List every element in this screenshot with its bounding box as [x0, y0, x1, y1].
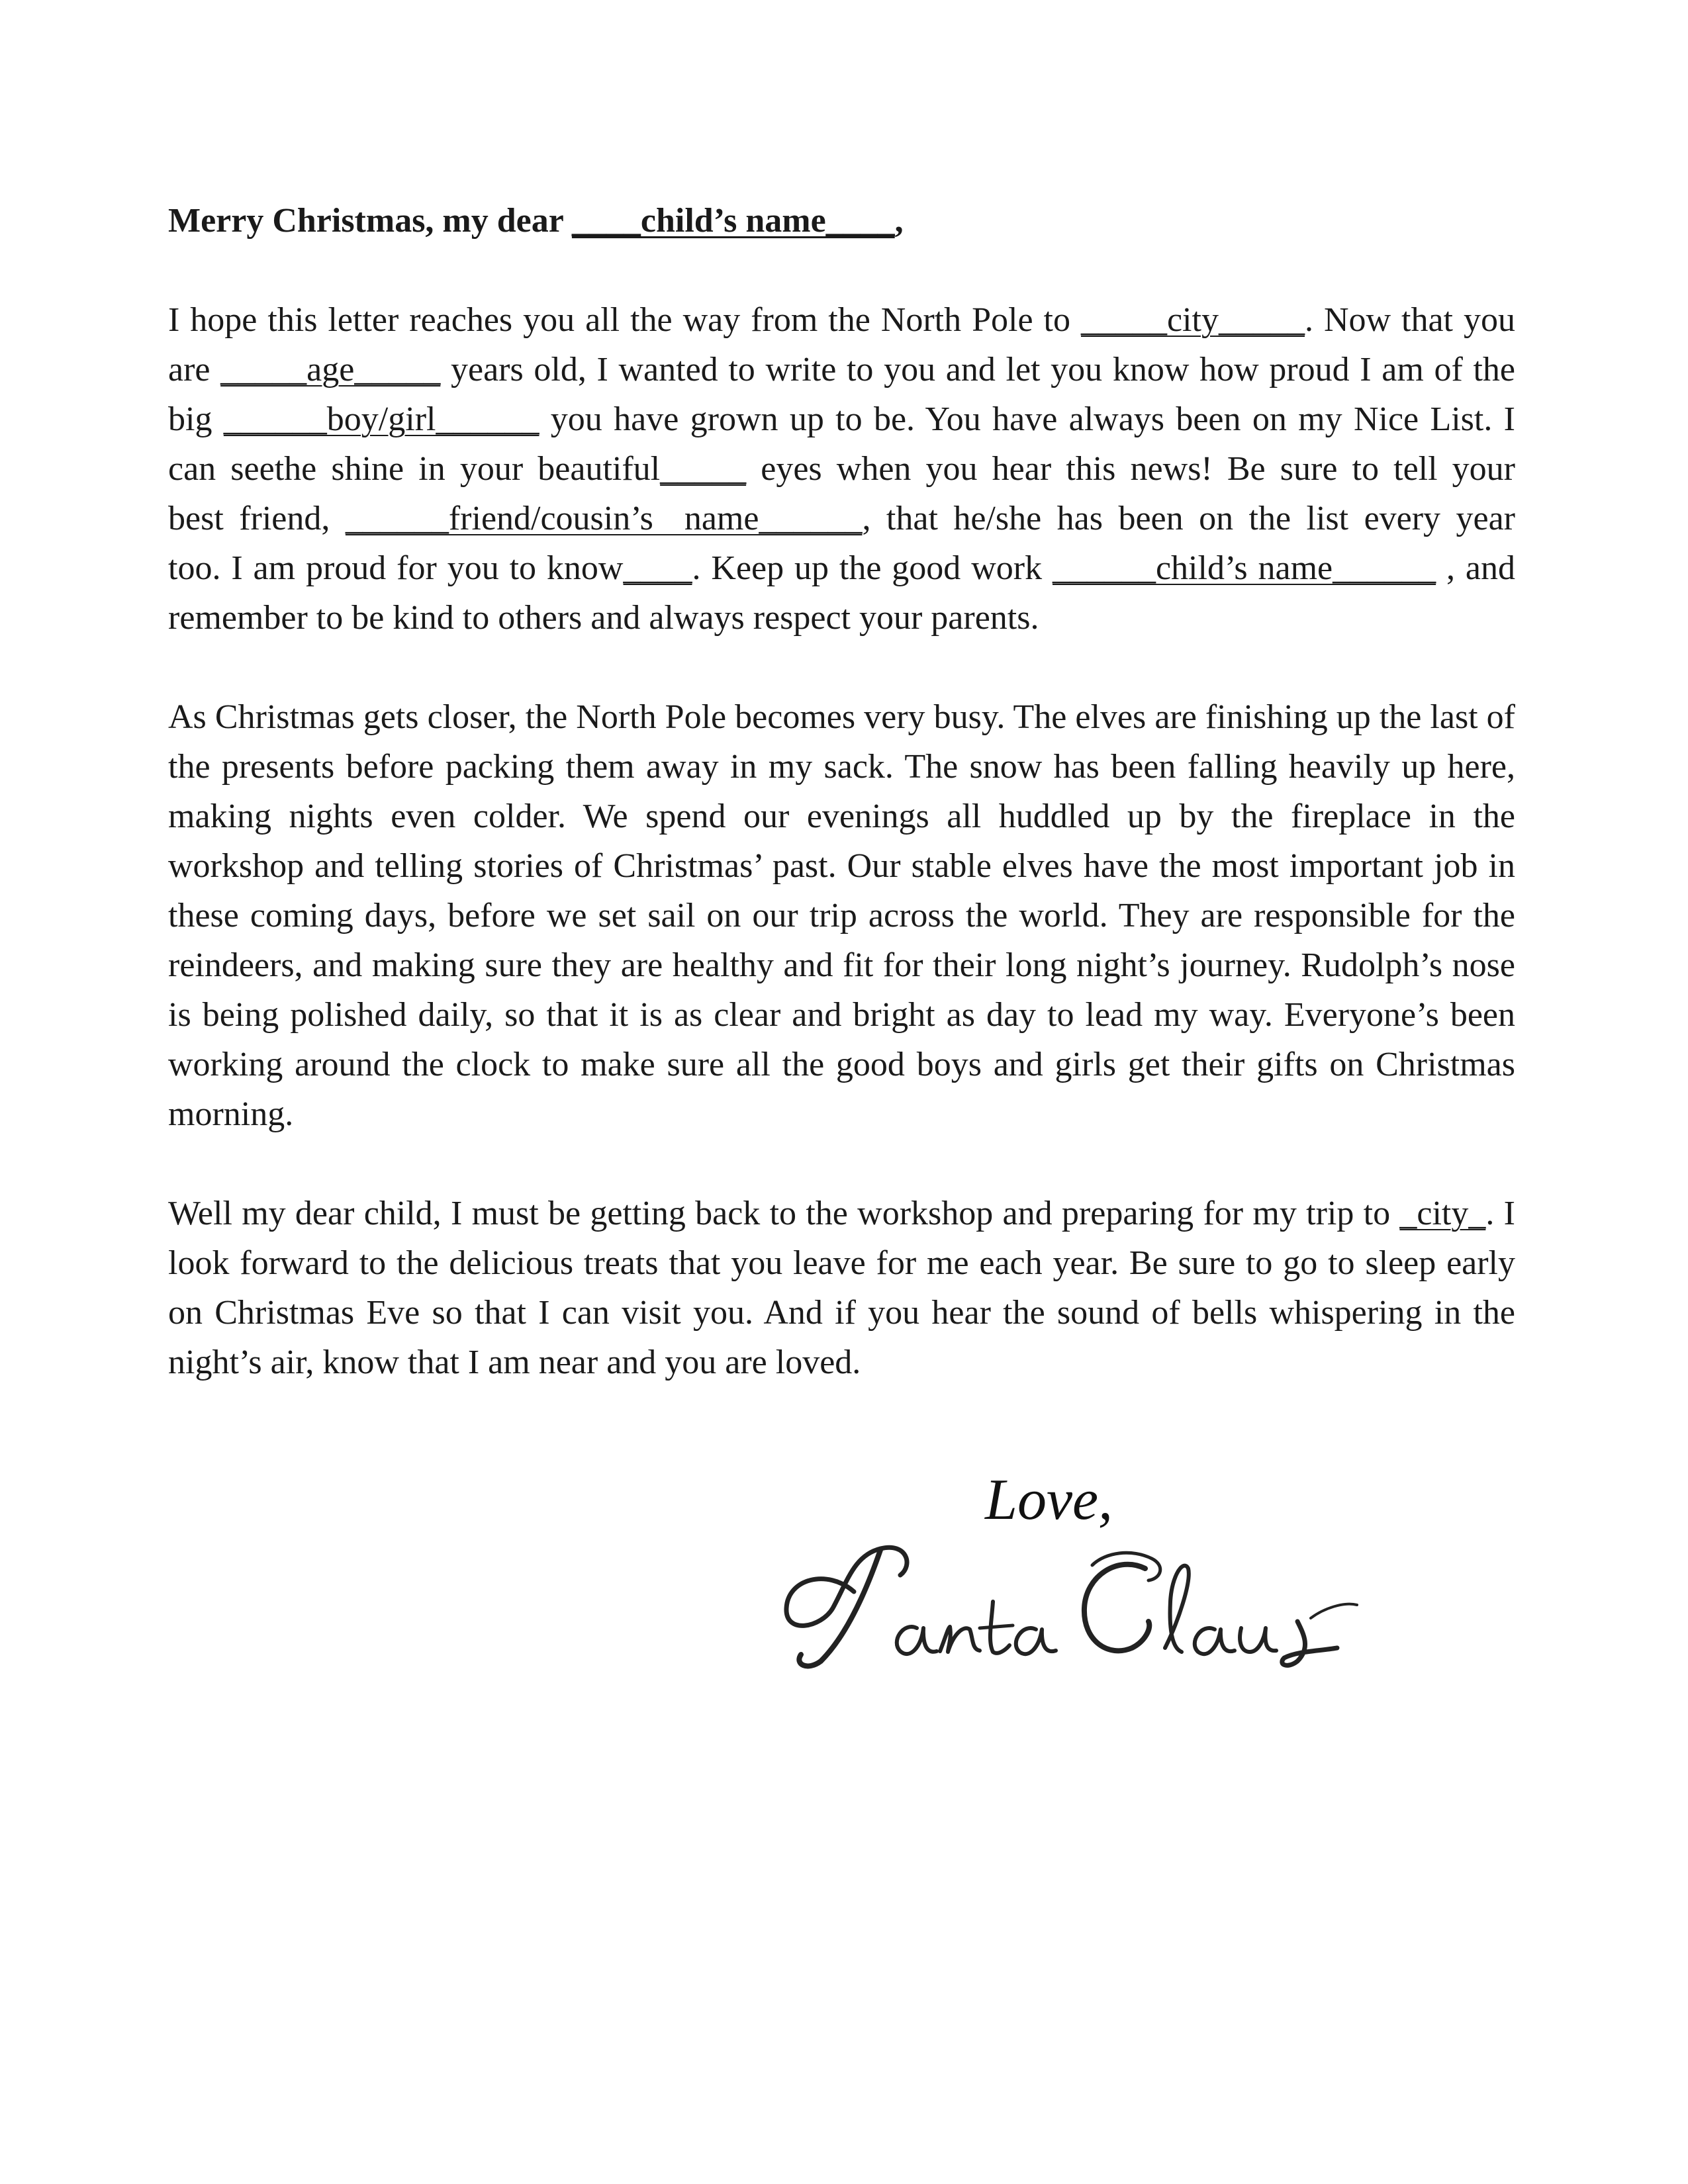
know-blank: ____	[623, 549, 692, 587]
age-blank: _____age_____	[220, 351, 441, 388]
p1-line-4: can seethe shine in your beautiful_____ eyes when you hear this news! Be sure to tell your	[168, 450, 1515, 488]
child-name-blank-2: ______child’s name______	[1052, 549, 1436, 587]
child-name-blank: ____child’s name____	[571, 202, 895, 240]
p1-line-2: are _____age_____ years old, I wanted to write to you and let you know how proud I am of the	[168, 351, 1515, 388]
santa-claus-signature	[774, 1529, 1410, 1681]
city-blank-2: _city_	[1399, 1195, 1486, 1232]
friend-name-blank: ______friend/cousin’s name______	[345, 500, 863, 537]
boy-girl-blank: ______boy/girl______	[223, 400, 539, 438]
p1-line-5: best friend, ______friend/cousin’s name______, that he/she has been on the list every year	[168, 500, 1515, 537]
letter-body	[168, 196, 1515, 1387]
paragraph-1	[168, 295, 1515, 643]
p1-line-1: I hope this letter reaches you all the way from the North Pole to _____city_____. Now that you	[168, 301, 1515, 339]
paragraph-2: As Christmas gets closer, the North Pole becomes very busy. The elves are finishing up the last of the presents before packing them away in my sack. The snow has been falling heavily up here, making nights even colder. We spend our evenings all huddled up by the fireplace in the workshop and telling stories of Christmas’ past. Our stable elves have the most important job in these coming days, before we set sail on our trip across the world. They are responsible for the reindeers, and making sure they are healthy and fit for their long night’s journey. Rudolph’s nose is being polished daily, so that it is as clear and bright as day to lead my way. Everyone’s been working around the clock to make sure all the good boys and girls get their gifts on Christmas morning.	[168, 698, 1515, 1133]
paragraph-3: Well my dear child, I must be getting back to the workshop and preparing for my trip to _city_. I look forward to the delicious treats that you leave for me each year. Be sure to go to sleep early on Christmas Eve so that I can visit you. And if you hear the sound of bells whispering in the night’s air, know that I am near and you are loved.	[168, 1195, 1515, 1381]
greeting-suffix: ,	[894, 202, 904, 240]
p1-line-3: big ______boy/girl______ you have grown up to be. You have always been on my Nice List. I	[168, 400, 1516, 438]
greeting-line	[168, 196, 1515, 246]
greeting-prefix: Merry Christmas, my dear	[168, 202, 572, 240]
p1-line-6: too. I am proud for you to know____. Keep up the good work ______child’s name______ , and	[168, 549, 1516, 587]
city-blank: _____city_____	[1080, 301, 1305, 339]
eye-color-blank: _____	[660, 450, 747, 488]
closing-love: Love,	[985, 1468, 1113, 1532]
p1-line-7: remember to be kind to others and always respect your parents.	[168, 599, 1039, 637]
